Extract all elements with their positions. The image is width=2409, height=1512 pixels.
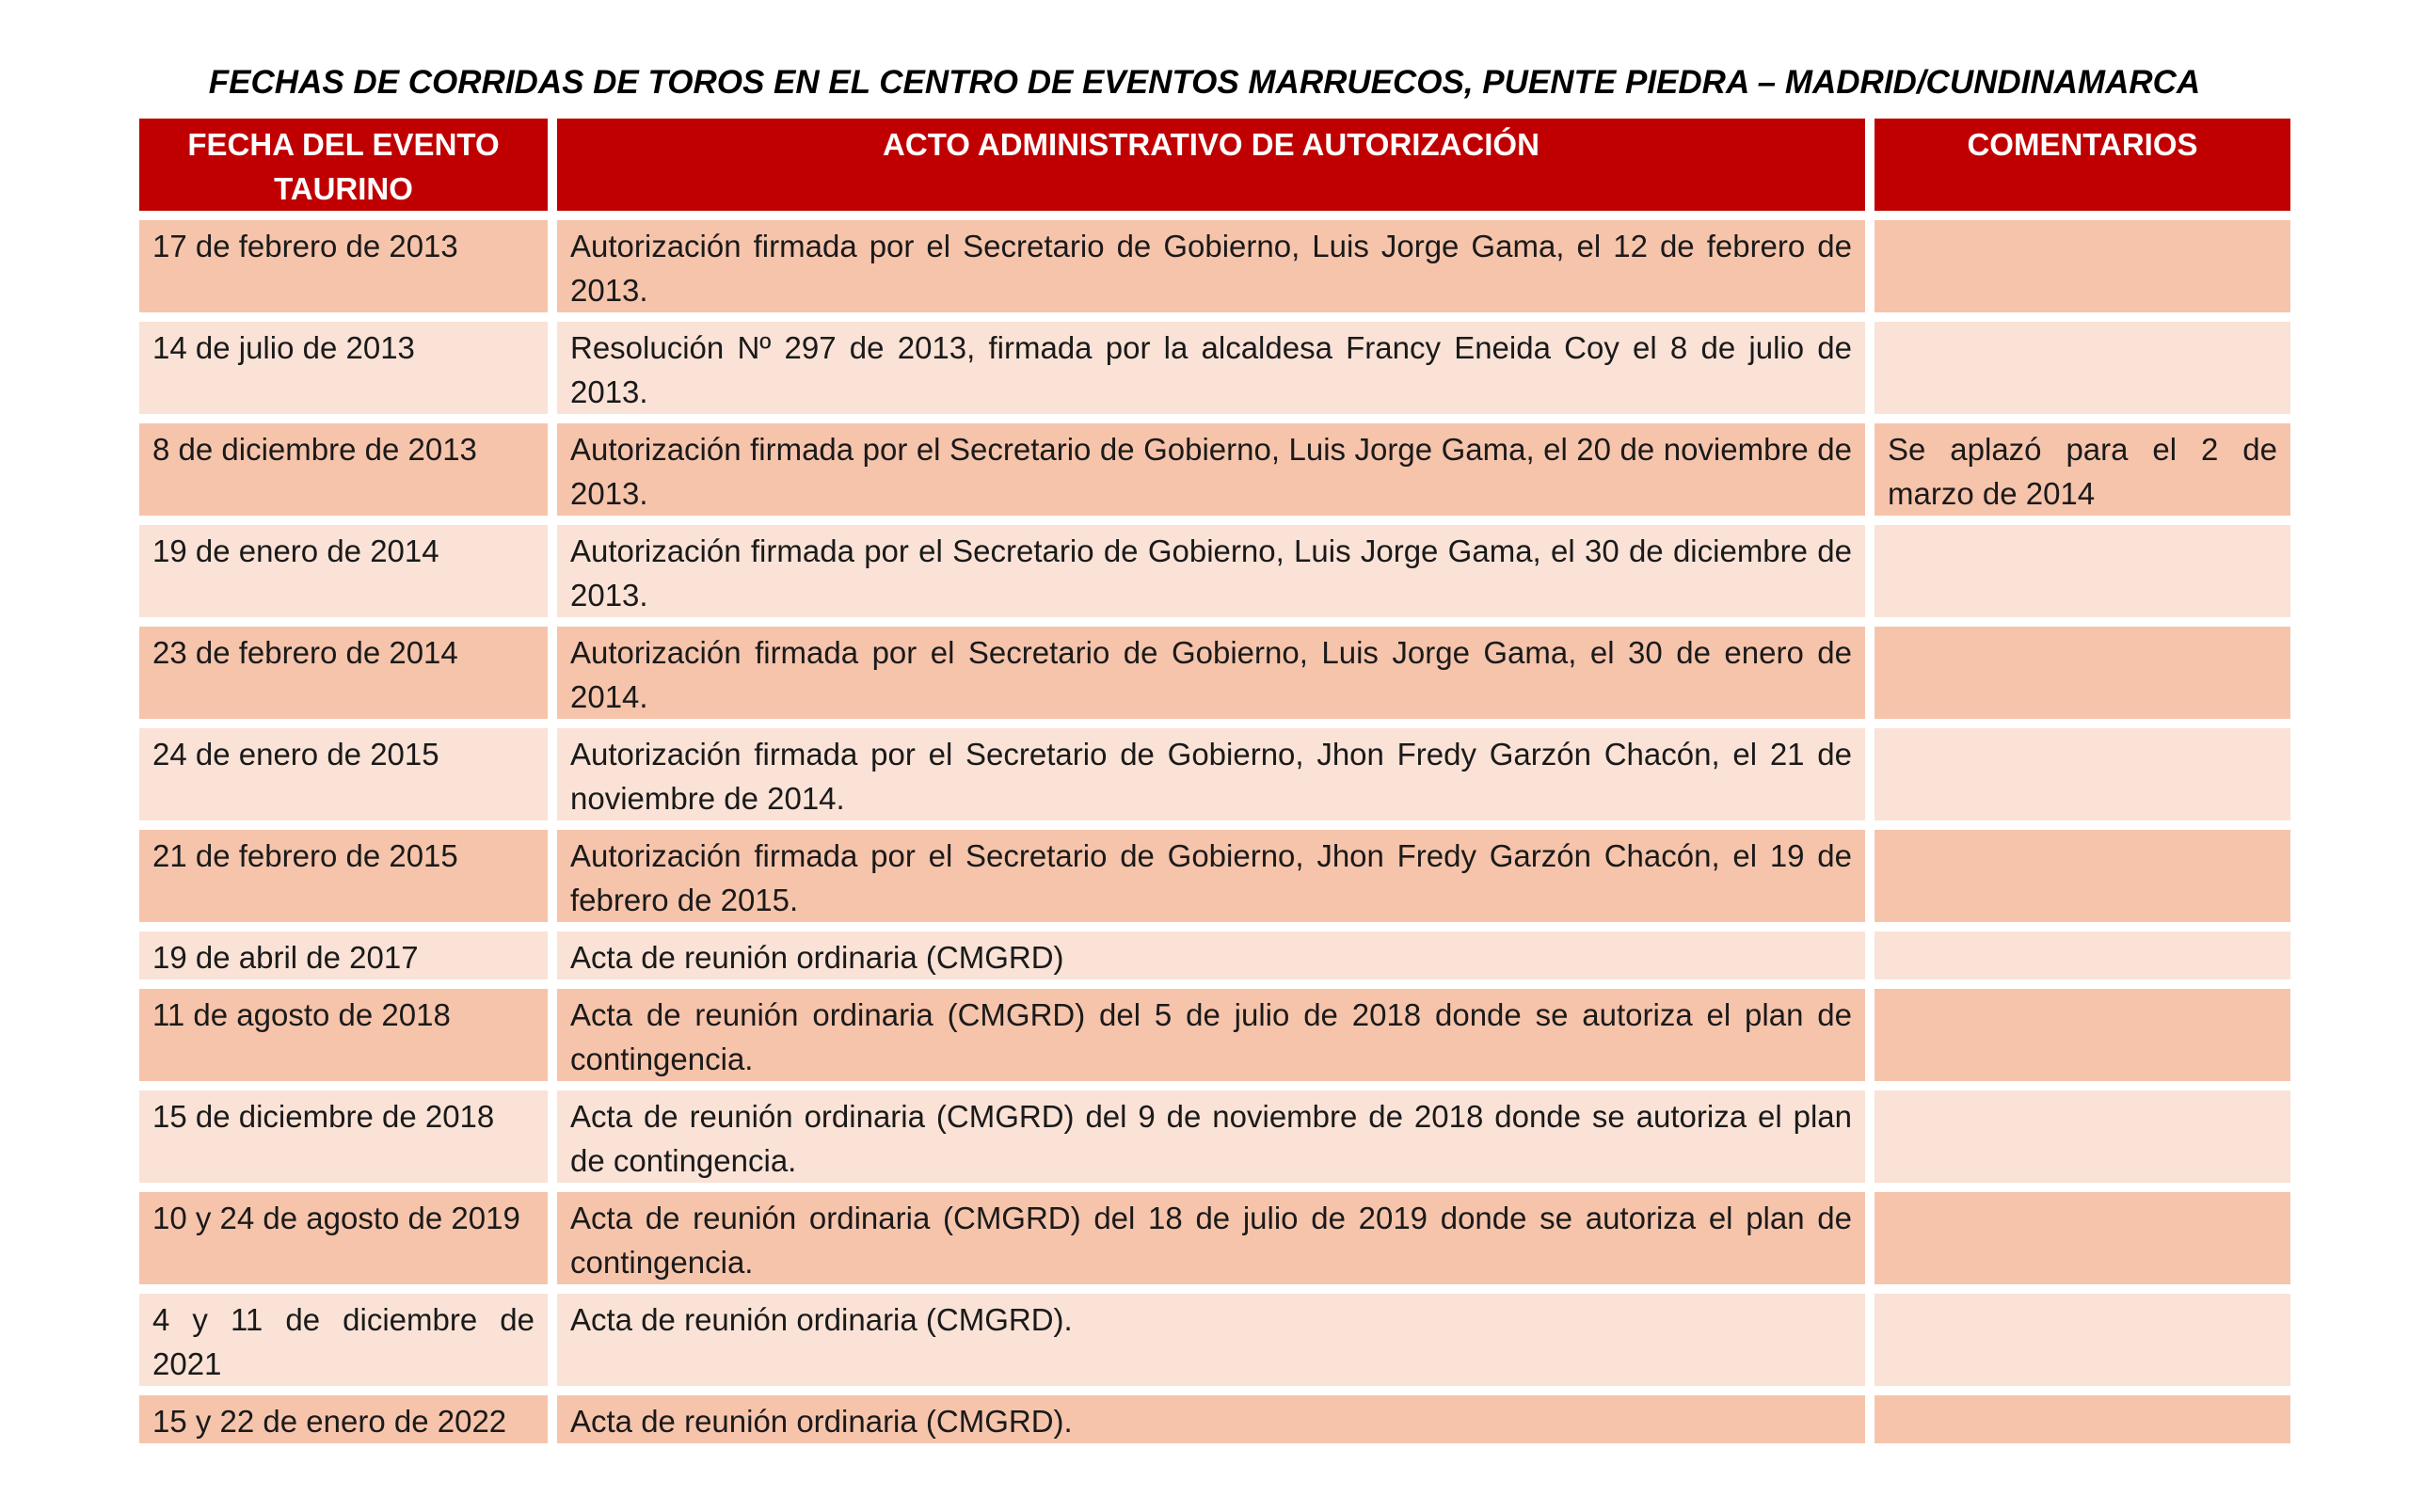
authorization-act: Autorización firmada por el Secretario de Gobierno, Luis Jorge Gama, el 12 de febrero de 2013. xyxy=(557,220,1865,312)
comment: Se aplazó para el 2 de marzo de 2014 xyxy=(1875,423,2290,516)
comment xyxy=(1875,830,2290,922)
authorization-act: Acta de reunión ordinaria (CMGRD) del 9 de noviembre de 2018 donde se autoriza el plan de contingencia. xyxy=(557,1090,1865,1183)
header-comments: COMENTARIOS xyxy=(1875,119,2290,211)
table-row xyxy=(139,1294,2290,1386)
table-row xyxy=(139,1090,2290,1183)
comment xyxy=(1875,931,2290,979)
table-row xyxy=(139,830,2290,922)
table-row xyxy=(139,220,2290,312)
event-date: 19 de enero de 2014 xyxy=(139,525,548,617)
event-date: 10 y 24 de agosto de 2019 xyxy=(139,1192,548,1284)
authorization-act: Acta de reunión ordinaria (CMGRD) del 5 de julio de 2018 donde se autoriza el plan de contingencia. xyxy=(557,989,1865,1081)
comment xyxy=(1875,322,2290,414)
comment xyxy=(1875,1294,2290,1386)
event-date: 14 de julio de 2013 xyxy=(139,322,548,414)
authorization-act: Acta de reunión ordinaria (CMGRD) xyxy=(557,931,1865,979)
table-row xyxy=(139,1192,2290,1284)
document-title: FECHAS DE CORRIDAS DE TOROS EN EL CENTRO DE EVENTOS MARRUECOS, PUENTE PIEDRA – MADRID/CUNDINAMARCA xyxy=(208,64,2201,101)
event-date: 23 de febrero de 2014 xyxy=(139,627,548,719)
event-date: 15 y 22 de enero de 2022 xyxy=(139,1395,548,1443)
header-date: FECHA DEL EVENTO TAURINO xyxy=(139,119,548,211)
table-row xyxy=(139,423,2290,516)
authorization-act: Acta de reunión ordinaria (CMGRD) del 18 de julio de 2019 donde se autoriza el plan de contingencia. xyxy=(557,1192,1865,1284)
table-header xyxy=(139,119,2290,211)
authorization-act: Resolución Nº 297 de 2013, firmada por la alcaldesa Francy Eneida Coy el 8 de julio de 2013. xyxy=(557,322,1865,414)
comment xyxy=(1875,525,2290,617)
comment xyxy=(1875,1395,2290,1443)
authorization-act: Autorización firmada por el Secretario de Gobierno, Luis Jorge Gama, el 30 de diciembre de 2013. xyxy=(557,525,1865,617)
table-row xyxy=(139,1395,2290,1443)
comment xyxy=(1875,1090,2290,1183)
comment xyxy=(1875,627,2290,719)
comment xyxy=(1875,220,2290,312)
table-row xyxy=(139,322,2290,414)
comment xyxy=(1875,989,2290,1081)
table-row xyxy=(139,931,2290,979)
header-act: ACTO ADMINISTRATIVO DE AUTORIZACIÓN xyxy=(557,119,1865,211)
event-date: 17 de febrero de 2013 xyxy=(139,220,548,312)
event-date: 24 de enero de 2015 xyxy=(139,728,548,820)
authorization-act: Acta de reunión ordinaria (CMGRD). xyxy=(557,1395,1865,1443)
event-date: 4 y 11 de diciembre de 2021 xyxy=(139,1294,548,1386)
events-table xyxy=(130,109,2300,1453)
event-date: 21 de febrero de 2015 xyxy=(139,830,548,922)
authorization-act: Autorización firmada por el Secretario de Gobierno, Jhon Fredy Garzón Chacón, el 19 de febrero de 2015. xyxy=(557,830,1865,922)
authorization-act: Autorización firmada por el Secretario de Gobierno, Jhon Fredy Garzón Chacón, el 21 de noviembre de 2014. xyxy=(557,728,1865,820)
authorization-act: Autorización firmada por el Secretario de Gobierno, Luis Jorge Gama, el 30 de enero de 2014. xyxy=(557,627,1865,719)
table-row xyxy=(139,989,2290,1081)
event-date: 8 de diciembre de 2013 xyxy=(139,423,548,516)
authorization-act: Autorización firmada por el Secretario de Gobierno, Luis Jorge Gama, el 20 de noviembre de 2013. xyxy=(557,423,1865,516)
authorization-act: Acta de reunión ordinaria (CMGRD). xyxy=(557,1294,1865,1386)
table-row xyxy=(139,627,2290,719)
table-row xyxy=(139,728,2290,820)
comment xyxy=(1875,728,2290,820)
comment xyxy=(1875,1192,2290,1284)
event-date: 15 de diciembre de 2018 xyxy=(139,1090,548,1183)
table-row xyxy=(139,525,2290,617)
event-date: 19 de abril de 2017 xyxy=(139,931,548,979)
event-date: 11 de agosto de 2018 xyxy=(139,989,548,1081)
